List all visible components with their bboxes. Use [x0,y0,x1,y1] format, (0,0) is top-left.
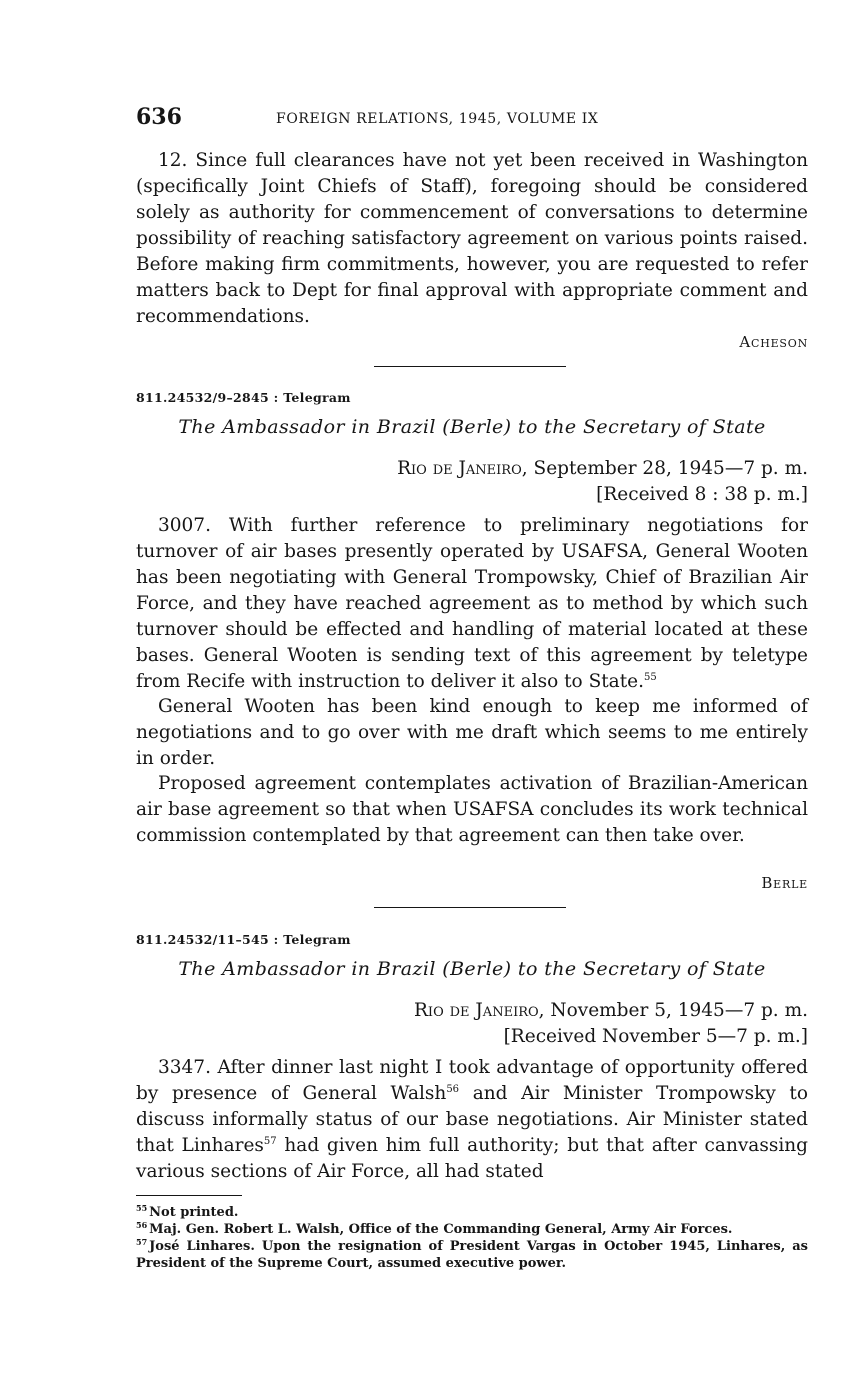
footnote-ref: 56 [446,1083,460,1095]
section-divider [374,366,566,367]
signature-berle: Berle [761,874,808,892]
dateline-date: , November 5, 1945—7 p. m. [538,1000,808,1021]
footnote-number: 55 [136,1202,148,1213]
paragraph-3347 [136,1055,808,1185]
received-time: [Received November 5—7 p. m.] [503,1026,808,1047]
footnote-56 [136,1221,808,1238]
dateline-place: Rio de Janeiro [397,458,522,479]
page-header [136,104,808,134]
footnote-divider [136,1195,242,1196]
paragraph: General Wooten has been kind enough to keep me informed of negotiations and to go over with me draft which seems to me entirely in order. [136,696,808,769]
footnote-ref: 57 [263,1135,277,1147]
dateline [208,458,808,479]
paragraph-text: had given him full authority; but that after canvassing various sections of Air Force, all had stated [136,1135,808,1182]
footnote-text: Maj. Gen. Robert L. Walsh, Office of the Commanding General, Army Air Forces. [149,1222,733,1237]
paragraph-12: 12. Since full clearances have not yet been received in Washington (specifically Joint Chiefs of Staff), foregoing should be considered solely as authority for commencement of conversations to determine possibility of reaching satisfactory agreement on various points raised. Before making firm commitments, however, you are requested to refer matters back to Dept for final approval with appropriate comment and recommendations. [136,150,808,327]
dateline-date: , September 28, 1945—7 p. m. [521,458,808,479]
dateline-place: Rio de Janeiro [414,1000,539,1021]
paragraph-text: 3347. After dinner last night I took advantage of opportunity offered by presence of General Walsh [136,1057,808,1104]
document-title: The Ambassador in Brazil (Berle) to the Secretary of State [178,958,766,980]
page-number: 636 [136,104,182,130]
footnote-text: José Linhares. Upon the resignation of President Vargas in October 1945, Linhares, as President of the Supreme Court, assumed executive power. [136,1239,808,1271]
paragraph-text: 3007. With further reference to preliminary negotiations for turnover of air bases presently operated by USAFSA, General Wooten has been negotiating with General Trompowsky, Chief of Brazilian Air Force, and they have reached agreement as to method by which such turnover should be effected and handling of material located at these bases. General Wooten is sending text of this agreement by teletype from Recife with instruction to deliver it also to State. [136,515,808,692]
paragraph: Proposed agreement contemplates activation of Brazilian-American air base agreement so that when USAFSA concludes its work technical commission contemplated by that agreement can then take over. [136,773,808,846]
footnote-55 [136,1204,808,1221]
dateline [208,1000,808,1021]
footnote-ref: 55 [643,671,657,683]
received-time: [Received 8 : 38 p. m.] [596,484,808,505]
footnote-57 [136,1238,808,1272]
paragraph-text: and Air Minister Trompowsky to discuss informally status of our base negotiations. Air Minister stated that Linhares [136,1083,808,1156]
file-number: 811.24532/11–545 : Telegram [136,932,351,947]
footnotes [136,1204,808,1272]
file-number: 811.24532/9–2845 : Telegram [136,390,351,405]
footnote-number: 57 [136,1236,148,1247]
footnote-number: 56 [136,1219,148,1230]
section-divider [374,907,566,908]
footnote-text: Not printed. [149,1205,239,1220]
running-head: FOREIGN RELATIONS, 1945, VOLUME IX [276,111,599,127]
signature-acheson: Acheson [739,333,808,351]
paragraph-3007 [136,513,808,695]
document-title: The Ambassador in Brazil (Berle) to the Secretary of State [178,416,766,438]
